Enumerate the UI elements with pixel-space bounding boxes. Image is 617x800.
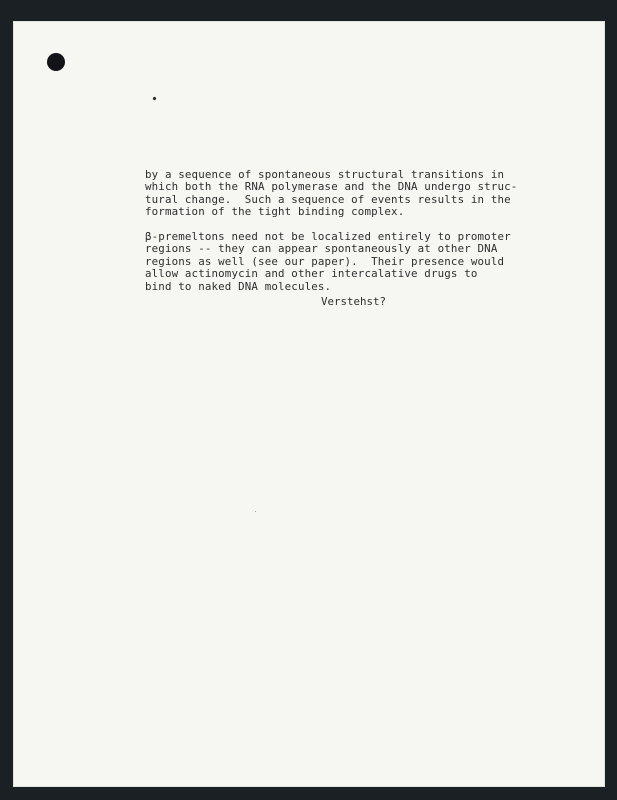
text-line: bind to naked DNA molecules.: [145, 279, 332, 293]
paragraph-1: [145, 168, 518, 219]
text-line: regions -- they can appear spontaneously at other DNA: [145, 242, 498, 256]
scan-border: [0, 788, 617, 800]
signoff: Verstehst?: [321, 295, 387, 308]
text-line: regions as well (see our paper). Their presence would: [145, 254, 505, 268]
paragraph-2: [145, 230, 511, 293]
text-line: allow actinomycin and other intercalative drugs to: [145, 267, 478, 281]
text-line: formation of the tight binding complex.: [145, 205, 405, 219]
text-line: which both the RNA polymerase and the DNA undergo struc-: [145, 180, 518, 194]
ink-speck: [152, 96, 156, 100]
text-line: by a sequence of spontaneous structural transitions in: [145, 168, 505, 181]
text-line: tural change. Such a sequence of events results in the: [145, 192, 511, 206]
document-page: [13, 21, 605, 787]
punch-hole: [47, 53, 65, 71]
typed-text-block: [145, 168, 518, 293]
text-line: β-premeltons need not be localized entirely to promoter: [145, 230, 511, 244]
ink-speck: [255, 511, 256, 512]
